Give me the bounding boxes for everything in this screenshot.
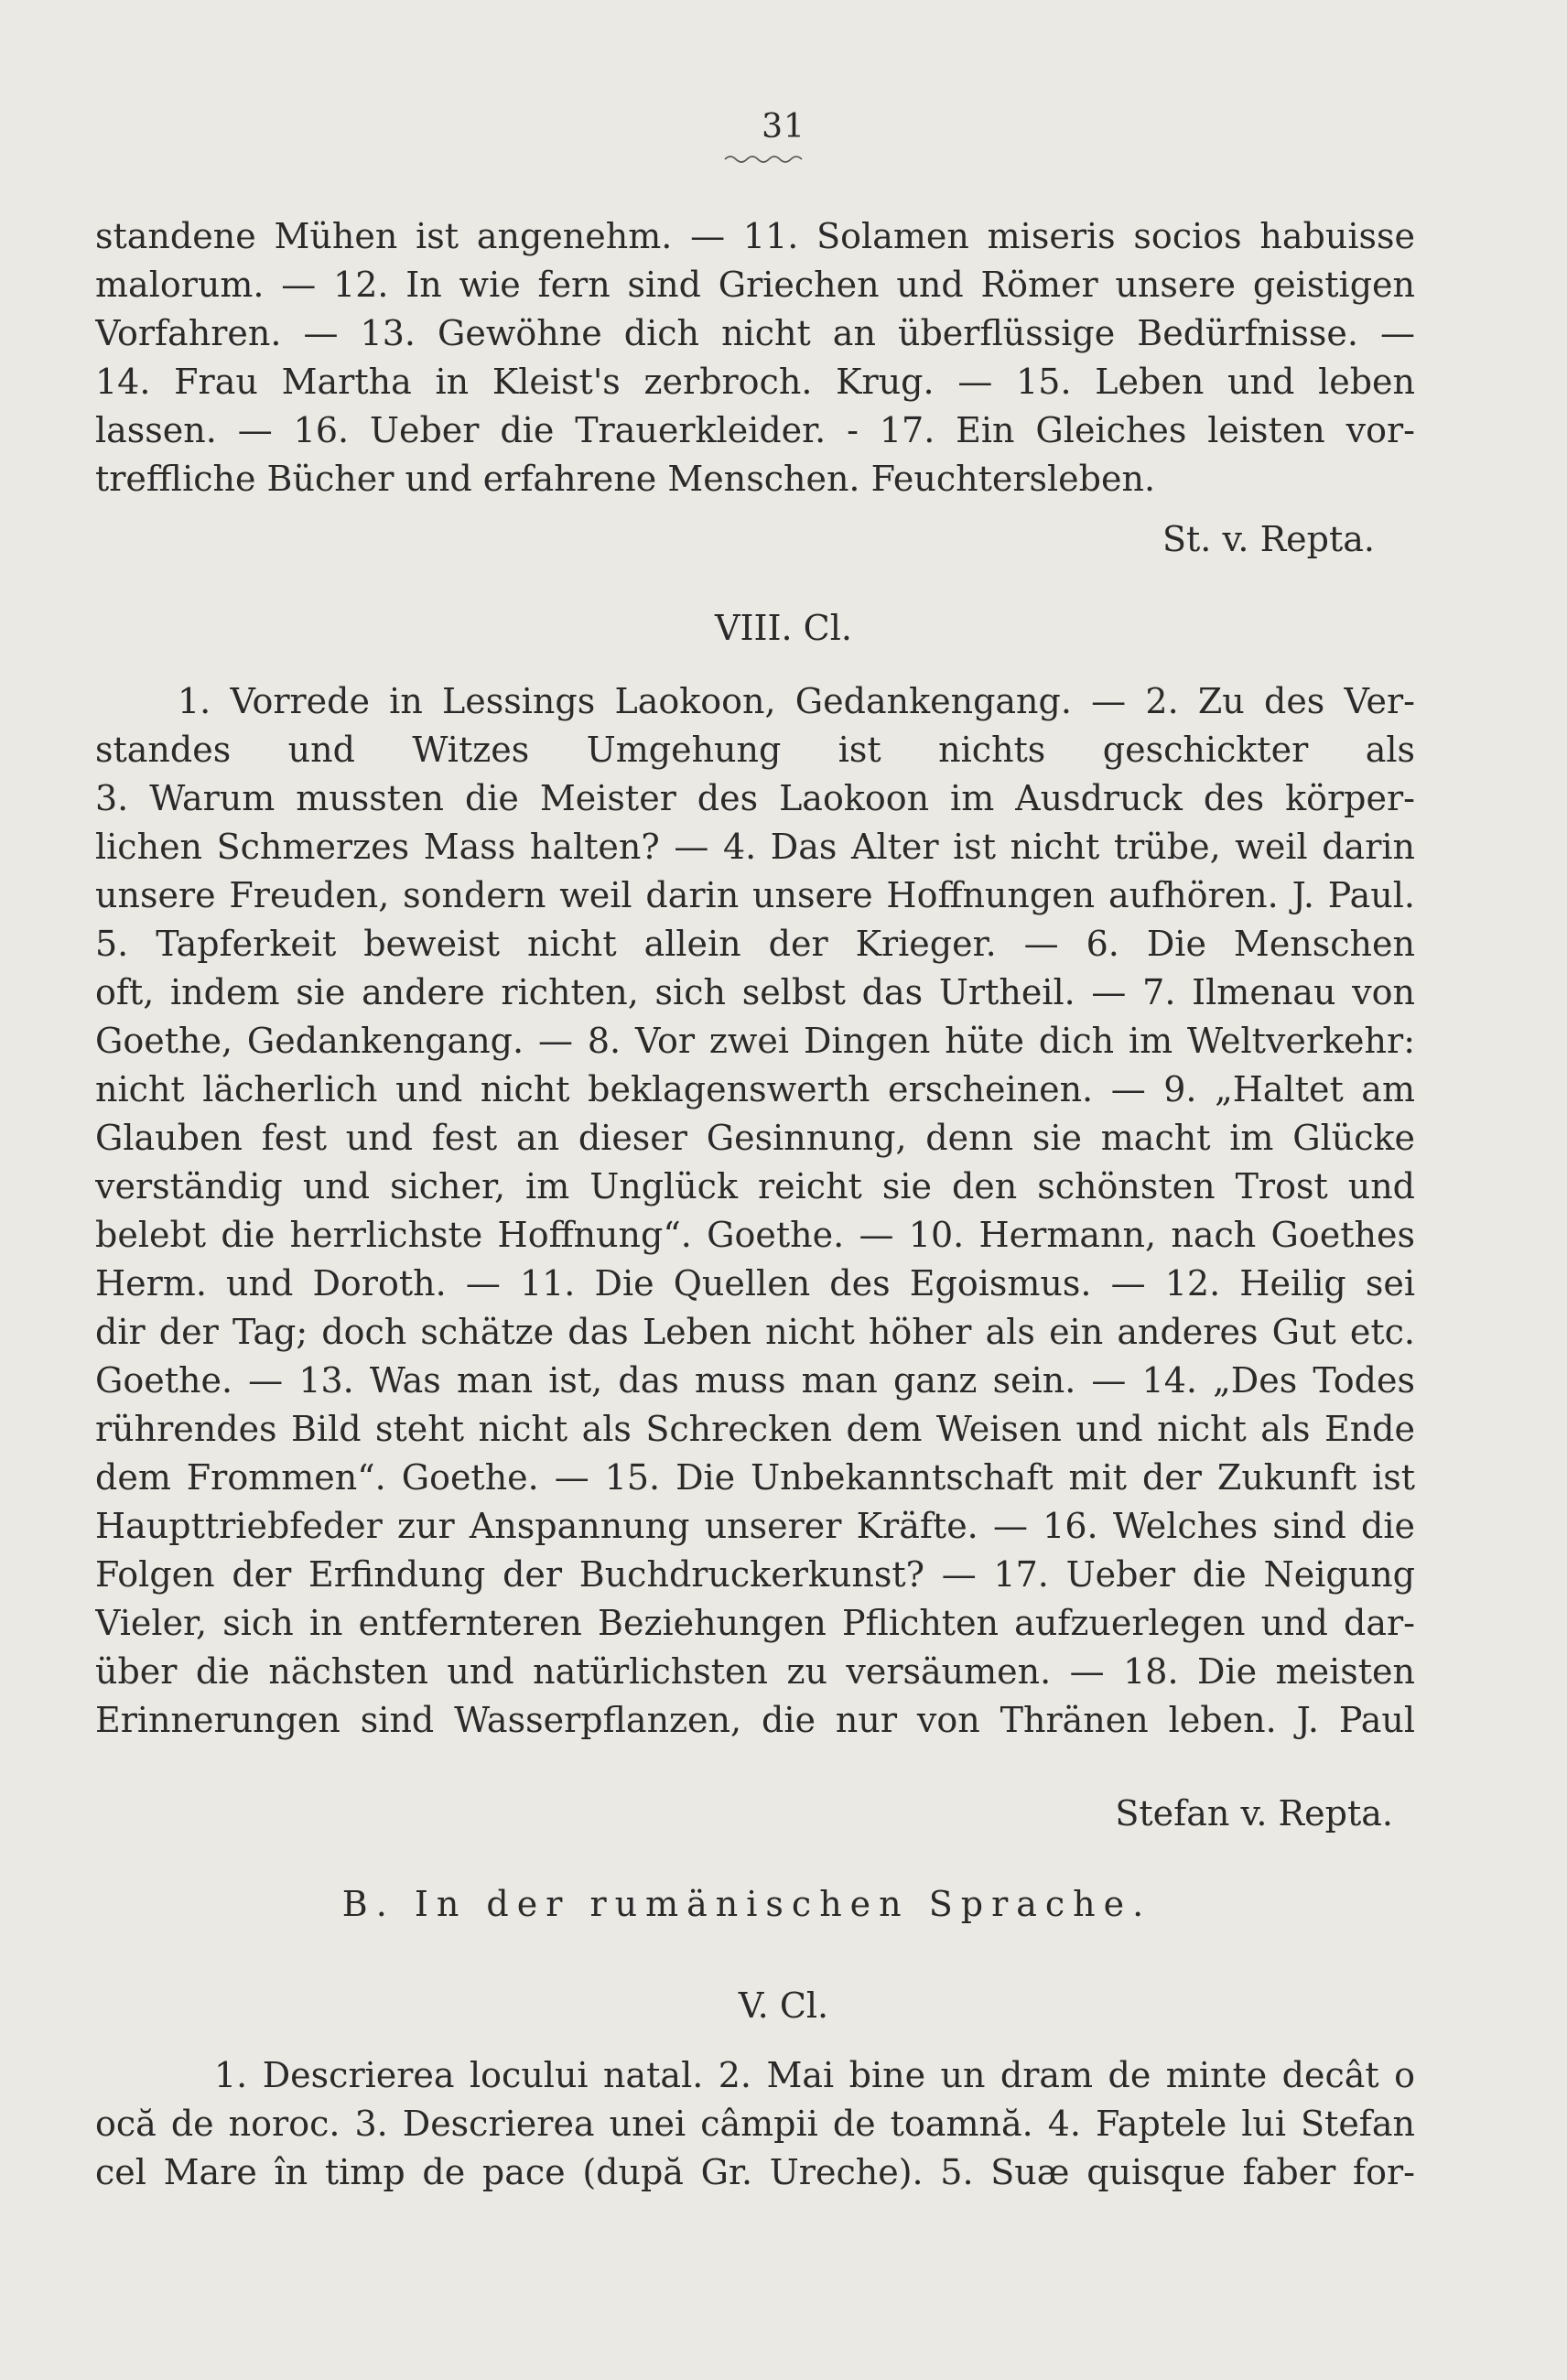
text-line: malorum. — 12. In wie fern sind Griechen und Römer unsere geistigen [95,265,1415,305]
text-line: Erinnerungen sind Wasserpflanzen, die nur von Thränen leben. J. Paul [95,1700,1415,1740]
text-line: Goethe. — 13. Was man ist, das muss man ganz sein. — 14. „Des Todes [95,1360,1415,1401]
text-line: unsere Freuden, sondern weil darin unsere Hoffnungen aufhören. J. Paul. [95,875,1415,915]
text-line: verständig und sicher, im Unglück reicht sie den schönsten Trost und [95,1166,1415,1206]
text-line: nicht lächerlich und nicht beklagenswerth erscheinen. — 9. „Haltet am [95,1069,1415,1109]
text-line: oft, indem sie andere richten, sich selbst das Urtheil. — 7. Ilmenau von [95,972,1415,1012]
paragraph-v [95,2051,1415,2197]
text-line: dem Frommen“. Goethe. — 15. Die Unbekanntschaft mit der Zukunft ist [95,1457,1415,1498]
text-line: Haupttriebfeder zur Anspannung unserer Kräfte. — 16. Welches sind die [95,1506,1415,1546]
text-line: standene Mühen ist angenehm. — 11. Solamen miseris socios habuisse [95,216,1415,256]
signature: Stefan v. Repta. [1115,1793,1393,1834]
text-line: rührendes Bild steht nicht als Schrecken dem Weisen und nicht als Ende [95,1409,1415,1449]
text-line: dir der Tag; doch schätze das Leben nicht höher als ein anderes Gut etc. [95,1312,1415,1352]
text-line: 3. Warum mussten die Meister des Laokoon im Ausdruck des körper- [95,778,1415,818]
text-line: lassen. — 16. Ueber die Trauerkleider. - 17. Ein Gleiches leisten vor- [95,410,1415,450]
text-line: ocă de noroc. 3. Descrierea unei câmpii de toamnă. 4. Faptele lui Stefan [95,2104,1415,2144]
text-line: belebt die herrlichste Hoffnung“. Goethe. — 10. Hermann, nach Goethes [95,1215,1415,1255]
text-line: Folgen der Erfindung der Buchdruckerkunst? — 17. Ueber die Neigung [95,1554,1415,1595]
text-line: Vorfahren. — 13. Gewöhne dich nicht an überflüssige Bedürfnisse. — [95,313,1415,353]
signature: St. v. Repta. [1162,519,1375,559]
text-line: 1. Descrierea locului natal. 2. Mai bine un dram de minte decât o [214,2055,1415,2095]
page-number: 31 [762,108,805,146]
section-heading-viii: VIII. Cl. [715,608,852,648]
page-number-ornament [723,152,805,167]
section-heading-v: V. Cl. [738,1985,829,2026]
section-heading-romanian: B. In der rumänischen Sprache. [341,1884,1152,1924]
text-line: über die nächsten und natürlichsten zu versäumen. — 18. Die meisten [95,1651,1415,1692]
text-line: Vieler, sich in entfernteren Beziehungen Pflichten aufzuerlegen und dar- [95,1603,1415,1643]
text-line: 14. Frau Martha in Kleist's zerbroch. Krug. — 15. Leben und leben [95,362,1415,402]
text-line: Glauben fest und fest an dieser Gesinnung, denn sie macht im Glücke [95,1118,1415,1158]
text-line: treffliche Bücher und erfahrene Menschen. Feuchtersleben. [95,459,1156,499]
paragraph-viii [95,677,1415,1745]
text-line: 5. Tapferkeit beweist nicht allein der Krieger. — 6. Die Menschen [95,924,1415,964]
text-line: standes und Witzes Umgehung ist nichts geschickter als [95,730,1415,770]
text-line: cel Mare în timp de pace (după Gr. Ureche). 5. Suæ quisque faber for- [95,2152,1415,2192]
text-line: Goethe, Gedankengang. — 8. Vor zwei Dingen hüte dich im Weltverkehr: [95,1021,1415,1061]
text-line: 1. Vorrede in Lessings Laokoon, Gedankengang. — 2. Zu des Ver- [178,681,1415,721]
text-line: lichen Schmerzes Mass halten? — 4. Das Alter ist nicht trübe, weil darin [95,827,1415,867]
paragraph-continuation [95,212,1415,503]
text-line: Herm. und Doroth. — 11. Die Quellen des Egoismus. — 12. Heilig sei [95,1263,1415,1304]
